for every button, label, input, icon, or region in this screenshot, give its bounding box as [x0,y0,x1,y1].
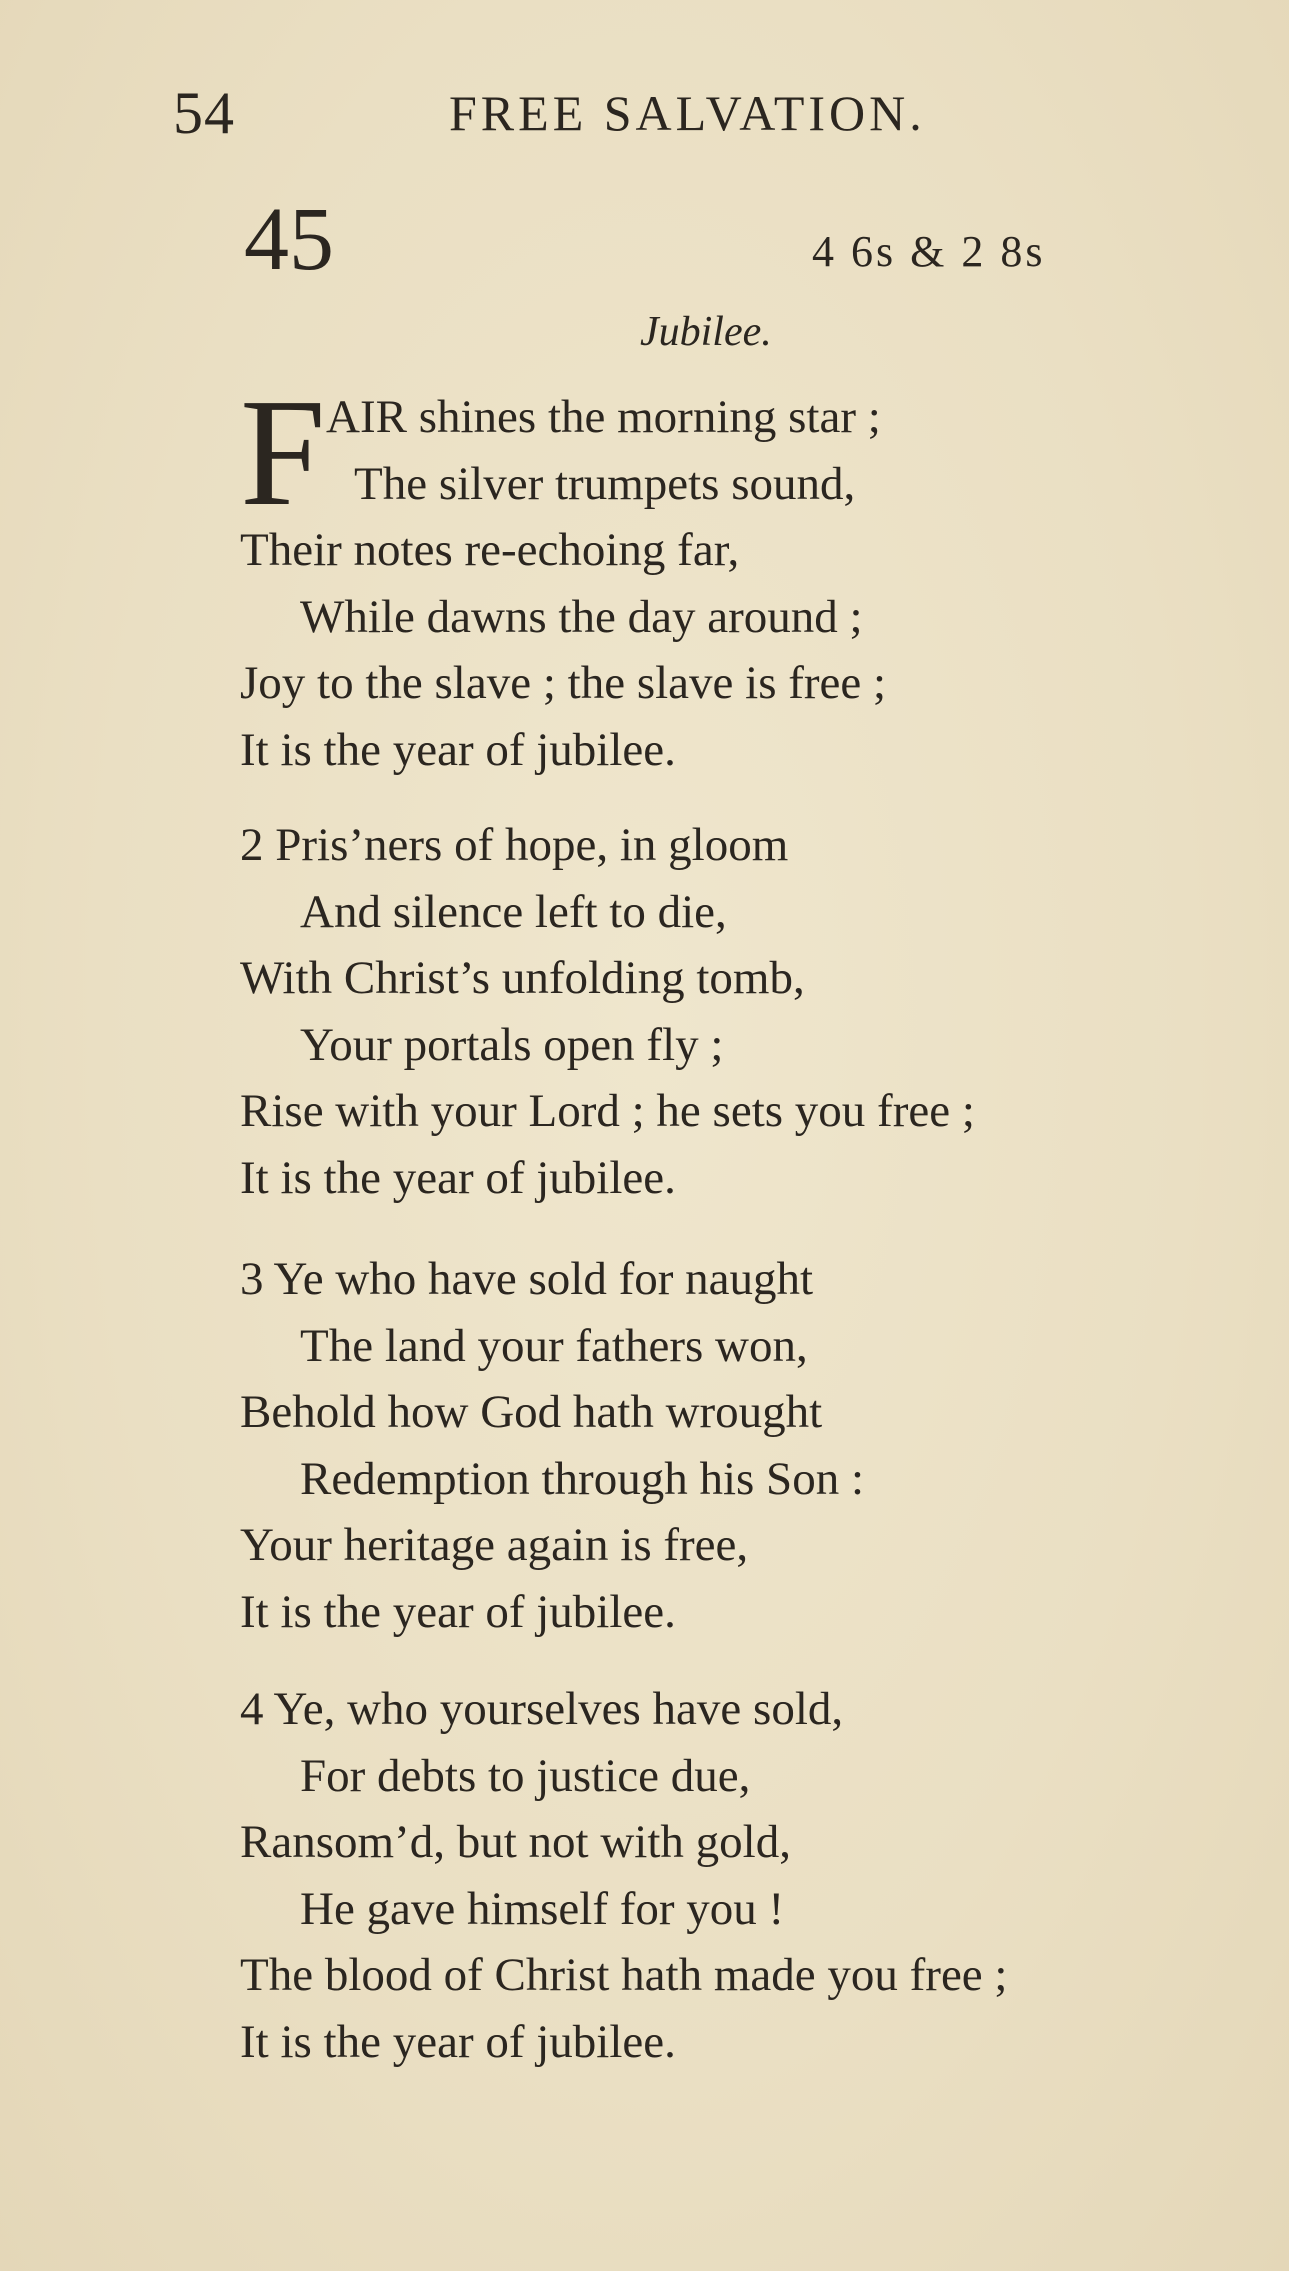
stanza-line: It is the year of jubilee. [240,1585,676,1638]
stanza-line: He gave himself for you ! [300,1882,785,1935]
stanza-line: 3 Ye who have sold for naught [240,1253,814,1305]
hymn-number: 45 [244,190,334,289]
page-number: 54 [173,80,235,146]
stanza-line: AIR shines the morning star ; [326,391,881,443]
stanza-line: The blood of Christ hath made you free ; [240,1949,1008,2001]
stanza-line: It is the year of jubilee. [240,1151,676,1204]
running-header [173,78,993,148]
stanza-line: Joy to the slave ; the slave is free ; [240,657,887,709]
stanza-line: For debts to justice due, [300,1749,751,1802]
stanza-line: 4 Ye, who yourselves have sold, [240,1683,844,1735]
hymn-meter: 4 6s & 2 8s [812,227,1046,276]
stanza-line: It is the year of jubilee. [240,2015,676,2068]
stanza-line: Behold how God hath wrought [240,1386,823,1438]
stanza-line: It is the year of jubilee. [240,723,676,776]
stanza-line: Their notes re-echoing far, [240,524,740,576]
stanza-line: The silver trumpets sound, [354,457,856,510]
running-title: FREE SALVATION. [449,85,926,141]
stanza-line: 2 Pris’ners of hope, in gloom [240,819,789,871]
stanza-line: Redemption through his Son : [300,1452,864,1505]
drop-cap: F [240,368,326,538]
stanza-3 [240,1246,1260,1645]
stanza-line: Rise with your Lord ; he sets you free ; [240,1085,975,1137]
stanza-line: Your portals open fly ; [300,1018,724,1071]
stanza-line: Your heritage again is free, [240,1519,749,1571]
tune-name: Jubilee. [640,309,772,355]
stanza-line: While dawns the day around ; [300,590,863,643]
stanza-line: With Christ’s unfolding tomb, [240,952,805,1004]
stanza-4 [240,1676,1260,2075]
stanza-2 [240,812,1260,1211]
stanza-line: The land your fathers won, [300,1319,808,1372]
stanza-line: And silence left to die, [300,885,727,938]
stanza-line: Ransom’d, but not with gold, [240,1816,791,1868]
stanza-1 [240,368,1260,783]
